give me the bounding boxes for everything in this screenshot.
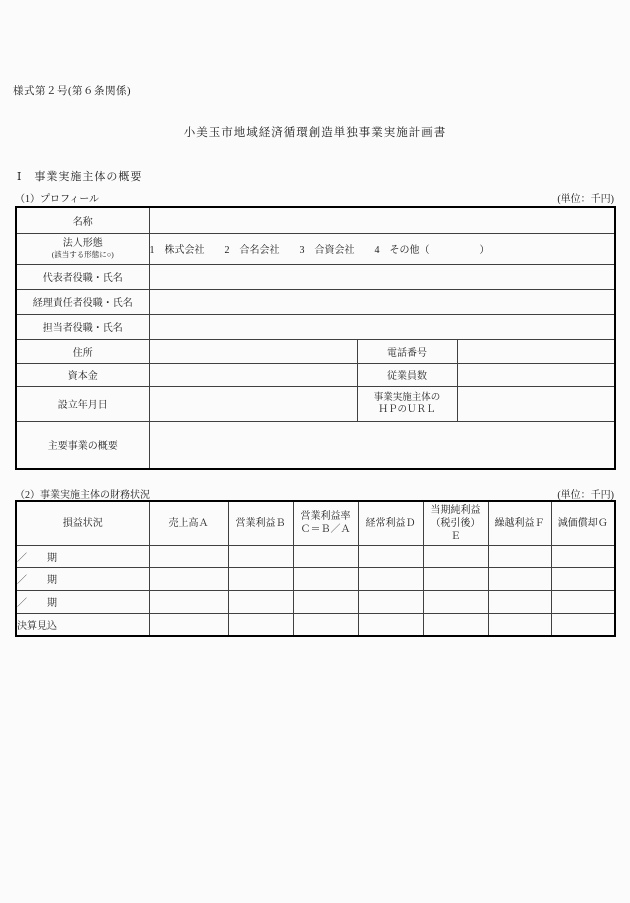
website-label-line1: 事業実施主体の [373, 392, 441, 403]
finance-manager-label: 経理責任者役職・氏名 [16, 289, 149, 314]
financial-cell [423, 590, 488, 613]
capital-label: 資本金 [16, 363, 149, 386]
name-label: 名称 [16, 207, 149, 233]
period-row-label: ／ 期 [16, 590, 149, 613]
founded-label: 設立年月日 [16, 386, 149, 421]
col-net-profit [423, 501, 488, 545]
financial-forecast-row [16, 613, 615, 636]
financial-section-label: （2）事業実施主体の財務状況 [15, 490, 150, 501]
table-row [16, 339, 615, 363]
document-title: 小美玉市地域経済循環創造単独事業実施計画書 [183, 127, 447, 139]
financial-cell [358, 567, 423, 590]
financial-cell [149, 590, 228, 613]
financial-cell [423, 545, 488, 567]
profile-section-label: （1）プロフィール [15, 194, 99, 205]
representative-label: 代表者役職・氏名 [16, 264, 149, 289]
financial-cell [358, 590, 423, 613]
employees-label: 従業員数 [357, 363, 457, 386]
col-ordinary-profit: 経常利益Ｄ [358, 501, 423, 545]
financial-cell [149, 567, 228, 590]
table-row [16, 207, 615, 233]
capital-value-cell [149, 363, 357, 386]
website-label-line2: ＨＰのＵＲＬ [378, 404, 436, 415]
main-business-label: 主要事業の概要 [16, 421, 149, 469]
financial-cell [228, 590, 293, 613]
financial-cell [293, 567, 358, 590]
corp-form-options-cell: 1 株式会社 2 合名会社 3 合資会社 4 その他（ ） [149, 233, 615, 264]
col-operating-margin-line2: Ｃ＝Ｂ／Ａ [300, 524, 351, 536]
name-value-cell [149, 207, 615, 233]
table-row [16, 386, 615, 421]
financial-cell [293, 545, 358, 567]
financial-cell [488, 545, 551, 567]
contact-person-value-cell [149, 314, 615, 339]
corp-form-label [16, 233, 149, 264]
financial-cell [293, 590, 358, 613]
col-net-profit-line2: （税引後） [430, 517, 481, 529]
financial-cell [551, 613, 615, 636]
table-row [16, 233, 615, 264]
forecast-row-label: 決算見込 [16, 613, 149, 636]
financial-cell [488, 590, 551, 613]
financial-cell [293, 613, 358, 636]
founded-value-cell [149, 386, 357, 421]
profile-unit-note: (単位：千円) [557, 194, 614, 205]
employees-value-cell [457, 363, 615, 386]
table-row [16, 264, 615, 289]
website-value-cell [457, 386, 615, 421]
period-row-label: ／ 期 [16, 567, 149, 590]
financial-table [15, 500, 616, 637]
col-profit-status: 損益状況 [16, 501, 149, 545]
financial-unit-note: (単位：千円) [557, 490, 614, 501]
financial-period-row [16, 567, 615, 590]
representative-value-cell [149, 264, 615, 289]
col-carried-profit: 繰越利益Ｆ [488, 501, 551, 545]
financial-cell [358, 545, 423, 567]
profile-table [15, 206, 616, 470]
financial-cell [551, 590, 615, 613]
address-value-cell [149, 339, 357, 363]
phone-label: 電話番号 [357, 339, 457, 363]
financial-cell [488, 613, 551, 636]
financial-period-row [16, 590, 615, 613]
financial-cell [149, 545, 228, 567]
table-row [16, 289, 615, 314]
financial-cell [228, 567, 293, 590]
financial-cell [423, 613, 488, 636]
financial-header-row [16, 501, 615, 545]
form-number: 様式第２号(第６条関係) [13, 86, 131, 97]
financial-cell [551, 567, 615, 590]
contact-person-label: 担当者役職・氏名 [16, 314, 149, 339]
col-net-profit-line3: Ｅ [450, 530, 461, 542]
col-operating-margin-line1: 営業利益率 [300, 511, 351, 523]
table-row [16, 421, 615, 469]
financial-cell [423, 567, 488, 590]
financial-cell [149, 613, 228, 636]
main-business-value-cell [149, 421, 615, 469]
col-sales: 売上高Ａ [149, 501, 228, 545]
col-depreciation: 減価償却Ｇ [551, 501, 615, 545]
col-operating-profit: 営業利益Ｂ [228, 501, 293, 545]
profile-section-header [15, 190, 614, 205]
financial-period-row [16, 545, 615, 567]
period-row-label: ／ 期 [16, 545, 149, 567]
col-net-profit-line1: 当期純利益 [430, 504, 481, 516]
financial-section-header [15, 486, 614, 501]
financial-cell [488, 567, 551, 590]
financial-cell [228, 613, 293, 636]
table-row [16, 363, 615, 386]
website-label [357, 386, 457, 421]
table-row [16, 314, 615, 339]
financial-cell [551, 545, 615, 567]
section-1-heading: Ⅰ 事業実施主体の概要 [17, 171, 143, 183]
corp-form-label-note: (該当する形態に○) [51, 250, 114, 259]
financial-cell [228, 545, 293, 567]
col-operating-margin [293, 501, 358, 545]
corp-form-label-main: 法人形態 [62, 238, 103, 249]
financial-cell [358, 613, 423, 636]
finance-manager-value-cell [149, 289, 615, 314]
address-label: 住所 [16, 339, 149, 363]
phone-value-cell [457, 339, 615, 363]
